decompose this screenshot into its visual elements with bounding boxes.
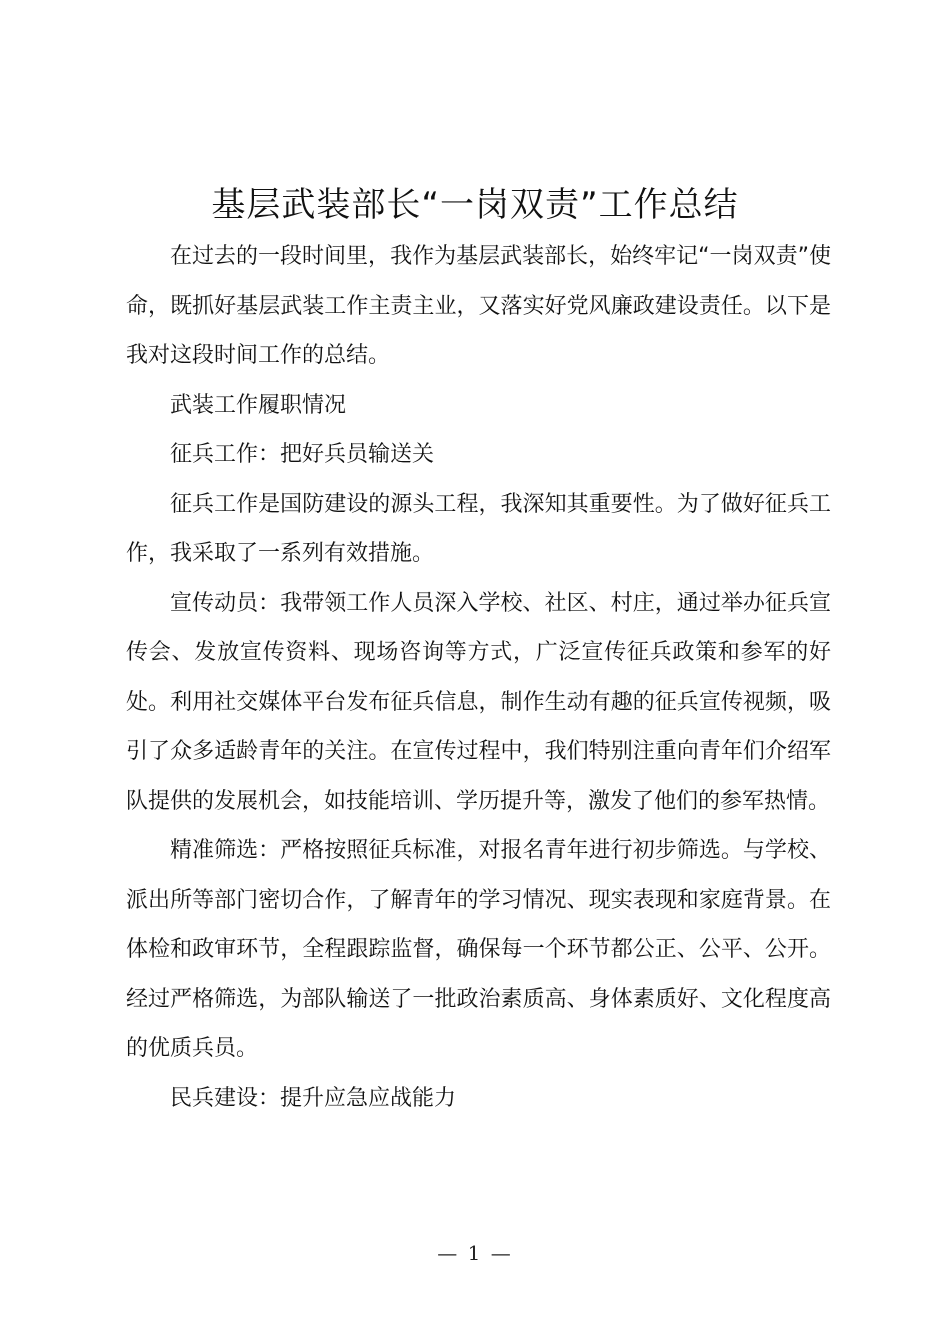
section-heading-duty: 武装工作履职情况 [170,392,347,418]
subsection-heading-conscription: 征兵工作：把好兵员输送关 [170,442,435,467]
subsection-heading-militia: 民兵建设：提升应急应战能力 [170,1085,457,1111]
publicity-paragraph: 宣传动员：我带领工作人员深入学校、社区、村庄，通过举办征兵宣传会、发放宣传资料、现场咨询等方式，广泛宣传征兵政策和参军的好处。利用社交媒体平台发布征兵信息，制作生动有趣的征兵宣传视频，吸引了众多适龄青年的关注。在宣传过程中，我们特别注重向青年们介绍军队提供的发展机会，如技能培训、学历提升等，激发了他们的参军热情。 [126,590,831,814]
screening-paragraph: 精准筛选：严格按照征兵标准，对报名青年进行初步筛选。与学校、派出所等部门密切合作，了解青年的学习情况、现实表现和家庭背景。在体检和政审环节，全程跟踪监督，确保每一个环节都公正、公平、公开。经过严格筛选，为部队输送了一批政治素质高、身体素质好、文化程度高的优质兵员。 [126,838,831,1061]
conscription-paragraph: 征兵工作是国防建设的源头工程，我深知其重要性。为了做好征兵工作，我采取了一系列有效措施。 [126,491,831,566]
document-title: 基层武装部长“一岗双责”工作总结 [211,185,739,225]
page-number: — 1 — [437,1241,513,1265]
intro-paragraph: 在过去的一段时间里，我作为基层武装部长，始终牢记“一岗双责”使命，既抓好基层武装工作主责主业，又落实好党风廉政建设责任。以下是我对这段时间工作的总结。 [126,244,831,368]
document-body [126,232,831,1123]
